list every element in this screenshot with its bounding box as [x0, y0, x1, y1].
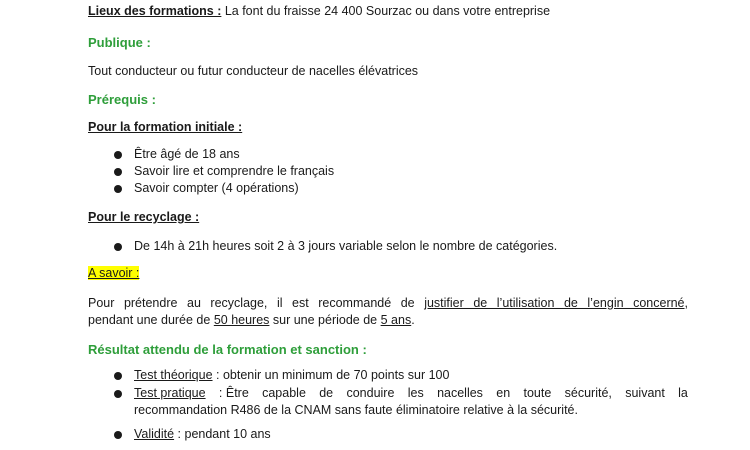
pratique-word: capable — [262, 386, 306, 400]
a-savoir-paragraph-line1 — [88, 296, 688, 311]
lieux-line — [88, 4, 550, 19]
initiale-item-1: Être âgé de 18 ans — [134, 147, 240, 161]
initiale-item-3: Savoir compter (4 opérations) — [134, 181, 299, 195]
a-savoir-underlined: justifier de l’utilisation de l’engin concerné — [424, 296, 685, 310]
a-savoir-text: sur une période de — [269, 313, 381, 327]
a-savoir-years: 5 ans — [380, 313, 412, 327]
a-savoir-suffix: , — [684, 296, 688, 310]
bullet-icon — [114, 390, 122, 398]
a-savoir-text: . — [411, 313, 415, 327]
resultat-pratique-line2: recommandation R486 de la CNAM sans faute éliminatoire relative à la sécurité. — [134, 403, 578, 417]
lieux-label: Lieux des formations : — [88, 4, 222, 18]
resultat-theorique — [134, 368, 449, 383]
pratique-word: sécurité, — [564, 386, 612, 400]
a-savoir-line — [88, 266, 139, 281]
pratique-word: : Être — [218, 386, 249, 400]
prerequis-heading: Prérequis : — [88, 92, 156, 107]
publique-heading: Publique : — [88, 35, 151, 50]
pratique-label: Test pratique — [134, 386, 206, 400]
a-savoir-hours: 50 heures — [213, 313, 270, 327]
a-savoir-paragraph-line2 — [88, 313, 415, 328]
initiale-title: Pour la formation initiale : — [88, 120, 243, 134]
publique-text: Tout conducteur ou futur conducteur de nacelles élévatrices — [88, 64, 419, 78]
pratique-word: la — [678, 386, 688, 400]
a-savoir-text: pendant une durée de — [88, 313, 214, 327]
theorique-text: : obtenir un minimum de 70 points sur 100 — [212, 368, 450, 382]
a-savoir-label: A savoir : — [88, 266, 140, 280]
initiale-item-2: Savoir lire et comprendre le français — [134, 164, 335, 178]
pratique-word: toute — [523, 386, 552, 400]
pratique-word: les — [407, 386, 424, 400]
bullet-icon — [114, 168, 122, 176]
validite-text: : pendant 10 ans — [174, 427, 271, 441]
pratique-word: conduire — [346, 386, 395, 400]
recyclage-item-1: De 14h à 21h heures soit 2 à 3 jours variable selon le nombre de catégories. — [134, 239, 558, 253]
bullet-icon — [114, 243, 122, 251]
bullet-icon — [114, 151, 122, 159]
pratique-word: suivant — [625, 386, 665, 400]
bullet-icon — [114, 431, 122, 439]
recyclage-title: Pour le recyclage : — [88, 210, 200, 224]
theorique-label: Test théorique — [134, 368, 213, 382]
validite-label: Validité — [134, 427, 175, 441]
pratique-word: nacelles — [437, 386, 483, 400]
lieux-value: La font du fraisse 24 400 Sourzac ou dans votre entreprise — [221, 4, 551, 18]
resultat-validite — [134, 427, 271, 442]
a-savoir-prefix: Pour prétendre au recyclage, il est recommandé de — [88, 296, 415, 310]
bullet-icon — [114, 372, 122, 380]
pratique-word: en — [496, 386, 511, 400]
bullet-icon — [114, 185, 122, 193]
resultat-pratique-line1 — [134, 386, 688, 401]
resultat-heading: Résultat attendu de la formation et sanction : — [88, 342, 367, 357]
pratique-word: de — [319, 386, 334, 400]
